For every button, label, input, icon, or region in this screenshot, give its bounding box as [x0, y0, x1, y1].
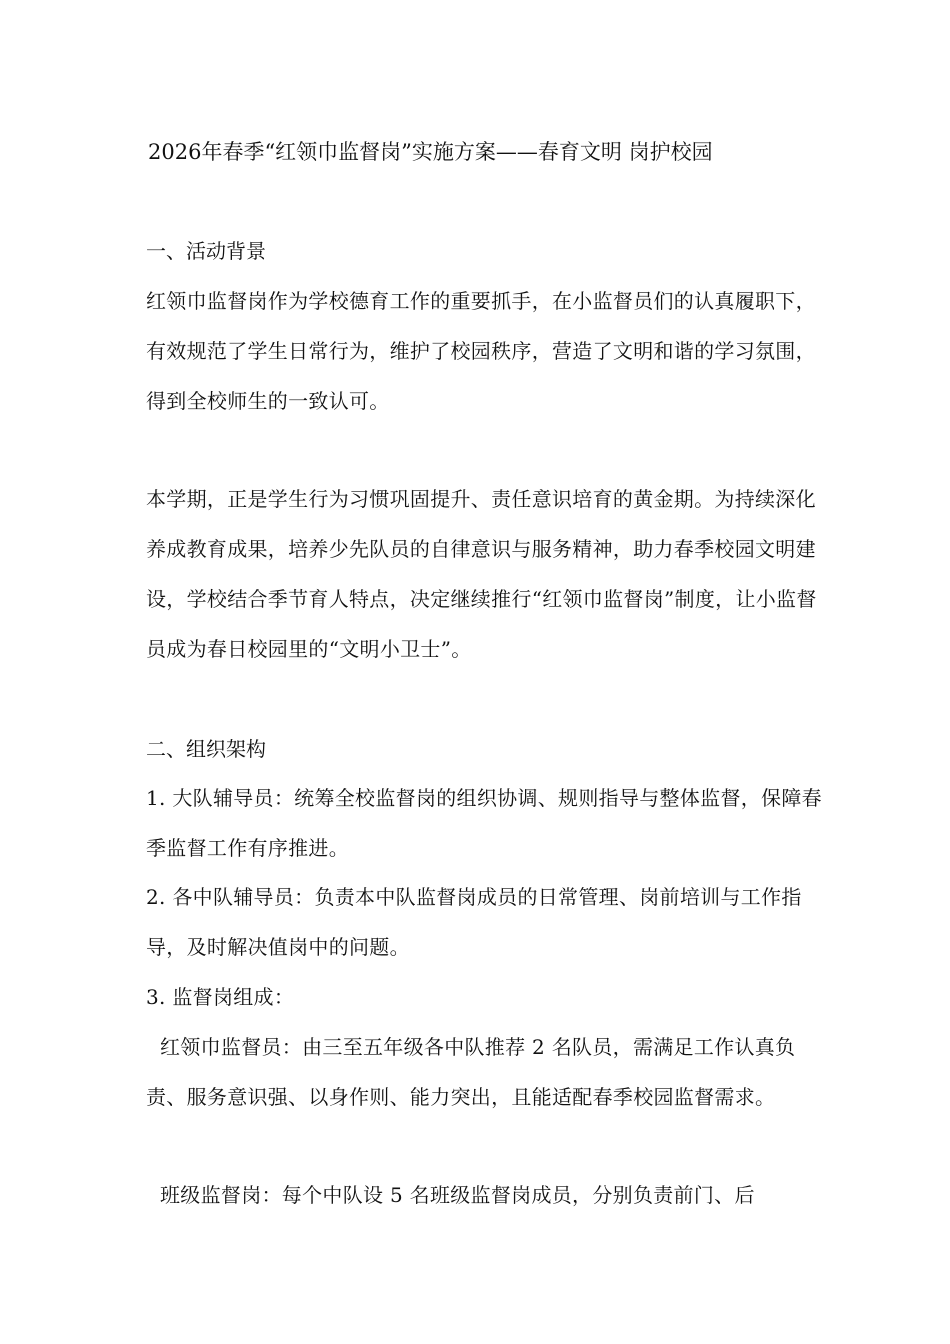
list-item-brigade-counselor: 1. 大队辅导员：统筹全校监督岗的组织协调、规则指导与整体监督，保障春季监督工作有序推进。: [146, 786, 822, 860]
list-item-post-composition: 3. 监督岗组成：: [146, 985, 295, 1009]
paragraph-background-1: 红领巾监督岗作为学校德育工作的重要抓手，在小监督员们的认真履职下，有效规范了学生日常行为，维护了校园秩序，营造了文明和谐的学习氛围，得到全校师生的一致认可。: [146, 289, 816, 413]
section-heading-organization: 二、组织架构: [146, 737, 266, 761]
document-title: 2026年春季“红领巾监督岗”实施方案——春育文明 岗护校园: [148, 140, 713, 164]
section-heading-background: 一、活动背景: [146, 239, 266, 263]
list-item-squadron-counselor: 2. 各中队辅导员：负责本中队监督岗成员的日常管理、岗前培训与工作指导，及时解决值岗中的问题。: [146, 885, 802, 959]
sub-item-red-scarf-supervisor: 红领巾监督员：由三至五年级各中队推荐 2 名队员，需满足工作认真负责、服务意识强、以身作则、能力突出，且能适配春季校园监督需求。: [146, 1035, 796, 1109]
sub-item-class-supervisor: 班级监督岗：每个中队设 5 名班级监督岗成员，分别负责前门、后: [160, 1183, 755, 1207]
paragraph-background-2: 本学期，正是学生行为习惯巩固提升、责任意识培育的黄金期。为持续深化养成教育成果，培养少先队员的自律意识与服务精神，助力春季校园文明建设，学校结合季节育人特点，决定继续推行“红领巾监督岗”制度，让小监督员成为春日校园里的“文明小卫士”。: [146, 487, 817, 661]
